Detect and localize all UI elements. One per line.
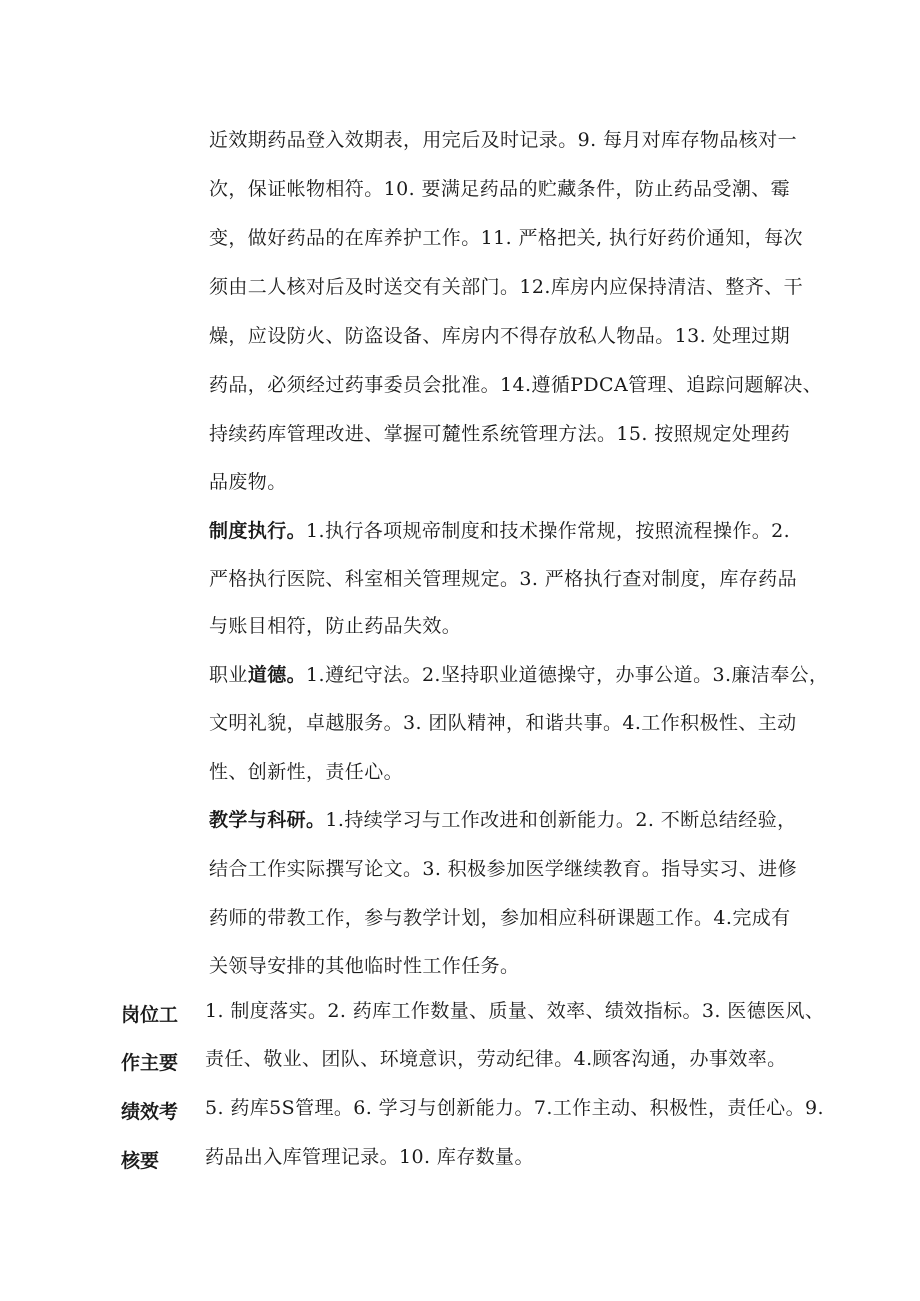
teaching-line-4: 关领导安排的其他临时性工作任务。 — [209, 955, 520, 977]
teaching-line-1 — [209, 808, 797, 832]
duties-line-5: 燥，应设防火、防盗设备、库房内不得存放私人物品。13. 处理过期 — [209, 325, 791, 347]
performance-line-3: 5. 药库5S管理。6. 学习与创新能力。7.工作主动、积极性，责任心。9. — [205, 1097, 824, 1119]
performance-label-line-2: 作主要 — [121, 1052, 179, 1074]
performance-line-4: 药品出入库管理记录。10. 库存数量。 — [205, 1146, 534, 1168]
ethics-text: 1.遵纪守法。2.坚持职业道德操守，办事公道。3.廉洁奉公， — [306, 664, 829, 686]
system-execution-heading: 制度执行。 — [209, 520, 307, 542]
performance-line-2: 责任、敬业、团队、环境意识，劳动纪律。4.顾客沟通，办事效率。 — [205, 1048, 787, 1070]
performance-label-line-4: 核要 — [121, 1150, 160, 1172]
duties-line-6: 药品，必须经过药事委员会批准。14.遵循PDCA管理、追踪问题解决、 — [209, 374, 823, 396]
ethics-heading-plain: 职业 — [209, 664, 248, 686]
system-execution-line-1 — [209, 519, 790, 543]
system-execution-text: 1.执行各项规帝制度和技术操作常规，按照流程操作。2. — [306, 520, 791, 542]
duties-line-7: 持续药库管理改进、掌握可麓性系统管理方法。15. 按照规定处理药 — [209, 423, 791, 445]
performance-label-line-1: 岗位工 — [121, 1004, 179, 1026]
ethics-line-1 — [209, 663, 828, 687]
ethics-line-3: 性、创新性，责任心。 — [209, 761, 404, 783]
ethics-line-2: 文明礼貌，卓越服务。3. 团队精神，和谐共事。4.工作积极性、主动 — [209, 712, 797, 734]
system-execution-line-2: 严格执行医院、科室相关管理规定。3. 严格执行查对制度，库存药品 — [209, 568, 797, 590]
duties-line-8: 品废物。 — [209, 471, 287, 493]
teaching-heading: 教学与科研。 — [209, 809, 326, 831]
duties-line-3: 变，做好药品的在库养护工作。11. 严格把关, 执行好药价通知，每次 — [209, 227, 803, 249]
performance-label-line-3: 绩效考 — [121, 1101, 179, 1123]
duties-line-4: 须由二人核对后及时送交有关部门。12.库房内应保持清洁、整齐、干 — [209, 276, 804, 298]
duties-line-2: 次，保证帐物相符。10. 要满足药品的贮藏条件，防止药品受潮、霉 — [209, 178, 791, 200]
system-execution-line-3: 与账目相符，防止药品失效。 — [209, 615, 462, 637]
teaching-text: 1.持续学习与工作改进和创新能力。2. 不断总结经验， — [325, 809, 797, 831]
performance-line-1: 1. 制度落实。2. 药库工作数量、质量、效率、绩效指标。3. 医德医风、 — [205, 1000, 825, 1022]
teaching-line-3: 药师的带教工作，参与教学计划，参加相应科研课题工作。4.完成有 — [209, 907, 791, 929]
ethics-heading-bold: 道德。 — [247, 664, 307, 686]
teaching-line-2: 结合工作实际撰写论文。3. 积极参加医学继续教育。指导实习、进修 — [209, 858, 797, 880]
duties-line-1: 近效期药品登入效期表，用完后及时记录。9. 每月对库存物品核对一 — [209, 129, 797, 151]
